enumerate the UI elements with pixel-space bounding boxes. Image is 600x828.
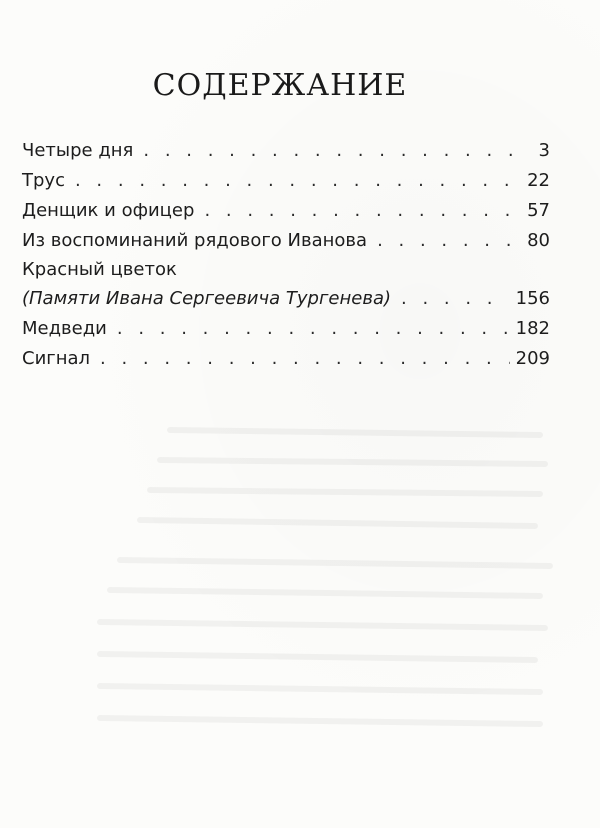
toc-entry xyxy=(22,196,550,226)
toc-leader-dots xyxy=(100,344,510,374)
toc-entry xyxy=(22,226,550,256)
toc-entry-title: Денщик и офицер xyxy=(22,200,195,221)
table-of-contents xyxy=(22,136,550,374)
toc-entry-subtitle: (Памяти Ивана Сергеевича Тургенева) xyxy=(22,288,391,309)
toc-entry-page: 80 xyxy=(527,230,550,251)
page-title: СОДЕРЖАНИЕ xyxy=(152,68,408,103)
toc-entry-title: Трус xyxy=(22,170,65,191)
toc-entry xyxy=(22,314,550,344)
toc-entry-title: Из воспоминаний рядового Иванова xyxy=(22,230,368,251)
toc-entry-page: 3 xyxy=(538,140,550,161)
toc-entry-title-line xyxy=(22,256,550,284)
show-through-texture xyxy=(40,360,580,780)
toc-entry-multiline xyxy=(22,256,550,314)
toc-entry xyxy=(22,344,550,374)
toc-entry xyxy=(22,166,550,196)
toc-leader-dots xyxy=(401,284,510,314)
toc-entry-page: 182 xyxy=(515,318,550,339)
toc-entry-page: 156 xyxy=(515,288,550,309)
toc-leader-dots xyxy=(204,196,514,226)
toc-entry-title: Сигнал xyxy=(22,348,91,369)
toc-leader-dots xyxy=(143,136,514,166)
toc-leader-dots xyxy=(75,166,514,196)
toc-entry-title: Красный цветок xyxy=(22,259,177,280)
toc-entry-page: 22 xyxy=(527,170,550,191)
toc-entry-page: 57 xyxy=(527,200,550,221)
toc-leader-dots xyxy=(377,226,514,256)
toc-entry xyxy=(22,136,550,166)
toc-leader-dots xyxy=(117,314,510,344)
toc-entry-title: Четыре дня xyxy=(22,140,134,161)
toc-entry-page: 209 xyxy=(515,348,550,369)
toc-entry-subtitle-line xyxy=(22,284,550,314)
toc-entry-title: Медведи xyxy=(22,318,107,339)
